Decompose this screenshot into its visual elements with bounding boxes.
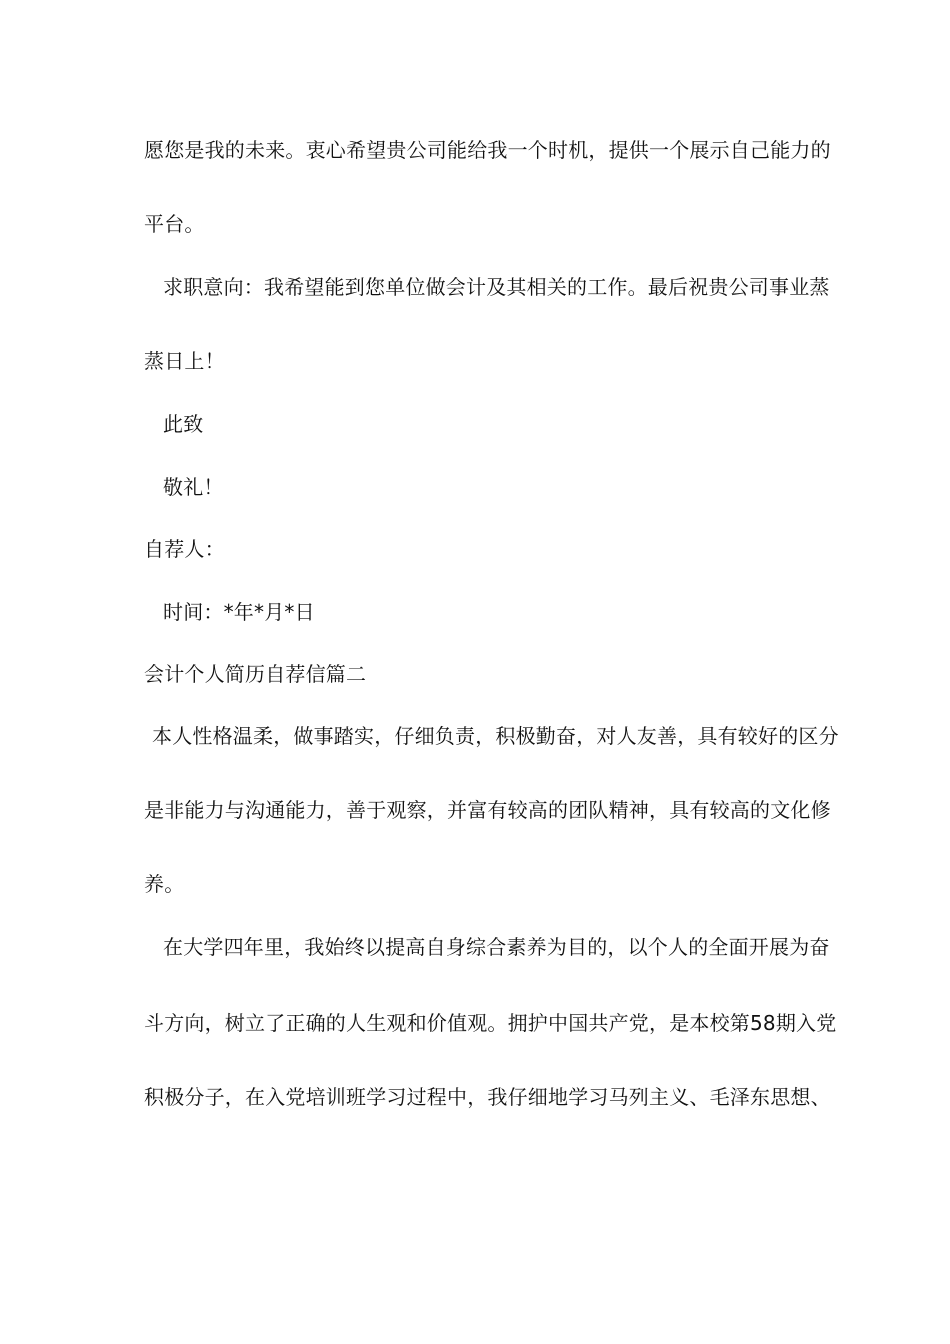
text-line: 本人性格温柔，做事踏实，仔细负责，积极勤奋，对人友善，具有较好的区分 [152,724,839,748]
signature-label: 自荐人： [144,537,225,561]
salutation-regards: 敬礼！ [163,475,224,499]
text-line: 养。 [144,872,185,896]
text-line: 斗方向，树立了正确的人生观和价值观。拥护中国共产党，是本校第58期入党 [144,1011,837,1035]
text-line: 蒸日上！ [144,349,225,373]
section-heading: 会计个人简历自荐信篇二 [144,662,367,686]
text-line: 求职意向：我希望能到您单位做会计及其相关的工作。最后祝贵公司事业蒸 [163,275,830,299]
text-line: 积极分子，在入党培训班学习过程中，我仔细地学习马列主义、毛泽东思想、 [144,1085,831,1109]
text-line: 是非能力与沟通能力，善于观察，并富有较高的团队精神，具有较高的文化修 [144,798,831,822]
salutation-closing: 此致 [163,412,204,436]
text-line: 在大学四年里，我始终以提高自身综合素养为目的，以个人的全面开展为奋 [163,935,830,959]
text-line: 愿您是我的未来。衷心希望贵公司能给我一个时机，提供一个展示自己能力的 [144,138,831,162]
text-line: 平台。 [144,212,205,236]
date-line: 时间：*年*月*日 [163,600,315,624]
